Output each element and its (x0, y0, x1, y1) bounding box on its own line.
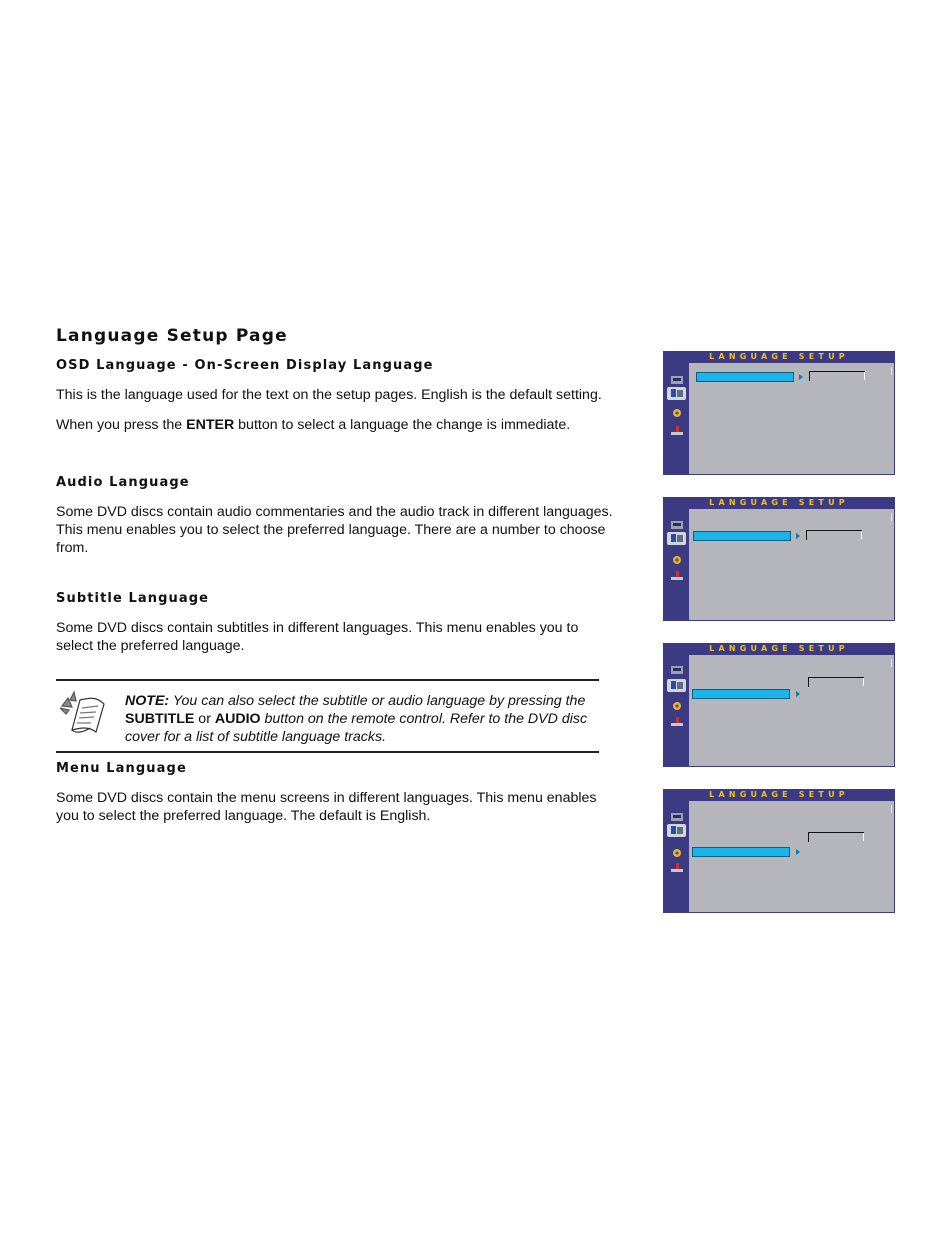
note-line-1-text: You can also select the subtitle or audio language by pressing the (169, 693, 586, 709)
submenu-arrow-icon (796, 691, 800, 697)
note-bottom-rule (56, 751, 599, 753)
osd-language-paragraph-2 (56, 416, 570, 434)
osd-screen-subtitle-language (663, 643, 895, 767)
osd-menu-panel (689, 655, 894, 766)
audio-line-2: This menu enables you to select the preferred language. There are a number to choose (56, 522, 606, 538)
scroll-indicator (891, 513, 892, 521)
language-setup-icon (667, 824, 686, 837)
system-setup-icon (670, 372, 684, 382)
language-setup-icon (667, 532, 686, 545)
system-setup-icon (670, 662, 684, 672)
osd-screen-title: LANGUAGE SETUP (709, 790, 849, 799)
submenu-arrow-icon (796, 849, 800, 855)
osd-screen-osd-language (663, 351, 895, 475)
scroll-indicator (891, 367, 892, 375)
osd-screen-menu-language (663, 789, 895, 913)
preference-setup-icon (670, 714, 684, 724)
note-label: NOTE: (125, 693, 170, 709)
audio-setup-icon (670, 552, 684, 562)
menu-line-1: Some DVD discs contain the menu screens in different languages. This menu enables (56, 790, 597, 806)
menu-language-paragraph (56, 789, 596, 825)
osd-language-paragraph-1: This is the language used for the text on the setup pages. English is the default setting. (56, 387, 602, 403)
osd-menu-panel (689, 509, 894, 620)
submenu-arrow-icon (796, 533, 800, 539)
note-line-3: cover for a list of subtitle language tracks. (125, 729, 387, 745)
audio-keyword: AUDIO (214, 711, 261, 727)
osd-language-heading: OSD Language - On-Screen Display Language (56, 358, 434, 373)
audio-language-heading: Audio Language (56, 475, 190, 490)
osd-screen-title: LANGUAGE SETUP (709, 498, 849, 507)
note-line-2-text: button on the remote control. Refer to the DVD disc (260, 711, 588, 727)
submenu-box (808, 832, 864, 842)
submenu-box (809, 371, 865, 381)
page-title: Language Setup Page (56, 326, 288, 346)
preference-setup-icon (670, 860, 684, 870)
menu-line-2: you to select the preferred language. The default is English. (56, 808, 431, 824)
audio-language-paragraph (56, 503, 613, 557)
note-top-rule (56, 679, 599, 681)
subtitle-line-1: Some DVD discs contain subtitles in different languages. This menu enables you to (56, 620, 579, 636)
osd-screen-audio-language (663, 497, 895, 621)
audio-setup-icon (670, 698, 684, 708)
audio-line-3: from. (56, 540, 89, 556)
osd-p2-after: button to select a language the change is immediate. (234, 417, 571, 433)
preference-setup-icon (670, 568, 684, 578)
enter-keyword: ENTER (186, 417, 235, 433)
note-line-1 (125, 692, 625, 710)
selected-menu-row[interactable] (696, 372, 794, 382)
submenu-box (806, 530, 862, 540)
menu-language-heading: Menu Language (56, 761, 187, 776)
selected-menu-row[interactable] (692, 689, 790, 699)
note-text (125, 692, 625, 746)
language-setup-icon (667, 679, 686, 692)
scroll-indicator (891, 805, 892, 813)
scroll-indicator (891, 659, 892, 667)
subtitle-keyword: SUBTITLE (125, 711, 195, 727)
language-setup-icon (667, 387, 686, 400)
subtitle-line-2: select the preferred language. (56, 638, 245, 654)
note-line-2 (125, 710, 625, 728)
system-setup-icon (670, 809, 684, 819)
audio-line-1: Some DVD discs contain audio commentaries and the audio track in different languages. (56, 504, 613, 520)
subtitle-language-paragraph (56, 619, 578, 655)
audio-setup-icon (670, 845, 684, 855)
preference-setup-icon (670, 423, 684, 433)
audio-setup-icon (670, 405, 684, 415)
osd-p2-before: When you press the (56, 417, 187, 433)
selected-menu-row[interactable] (692, 847, 790, 857)
system-setup-icon (670, 517, 684, 527)
note-paper-icon (60, 686, 112, 738)
selected-menu-row[interactable] (693, 531, 791, 541)
note-or: or (194, 711, 215, 727)
subtitle-language-heading: Subtitle Language (56, 591, 210, 606)
osd-screen-title: LANGUAGE SETUP (709, 644, 849, 653)
osd-screen-title: LANGUAGE SETUP (709, 352, 849, 361)
submenu-arrow-icon (799, 374, 803, 380)
submenu-box (808, 677, 864, 687)
